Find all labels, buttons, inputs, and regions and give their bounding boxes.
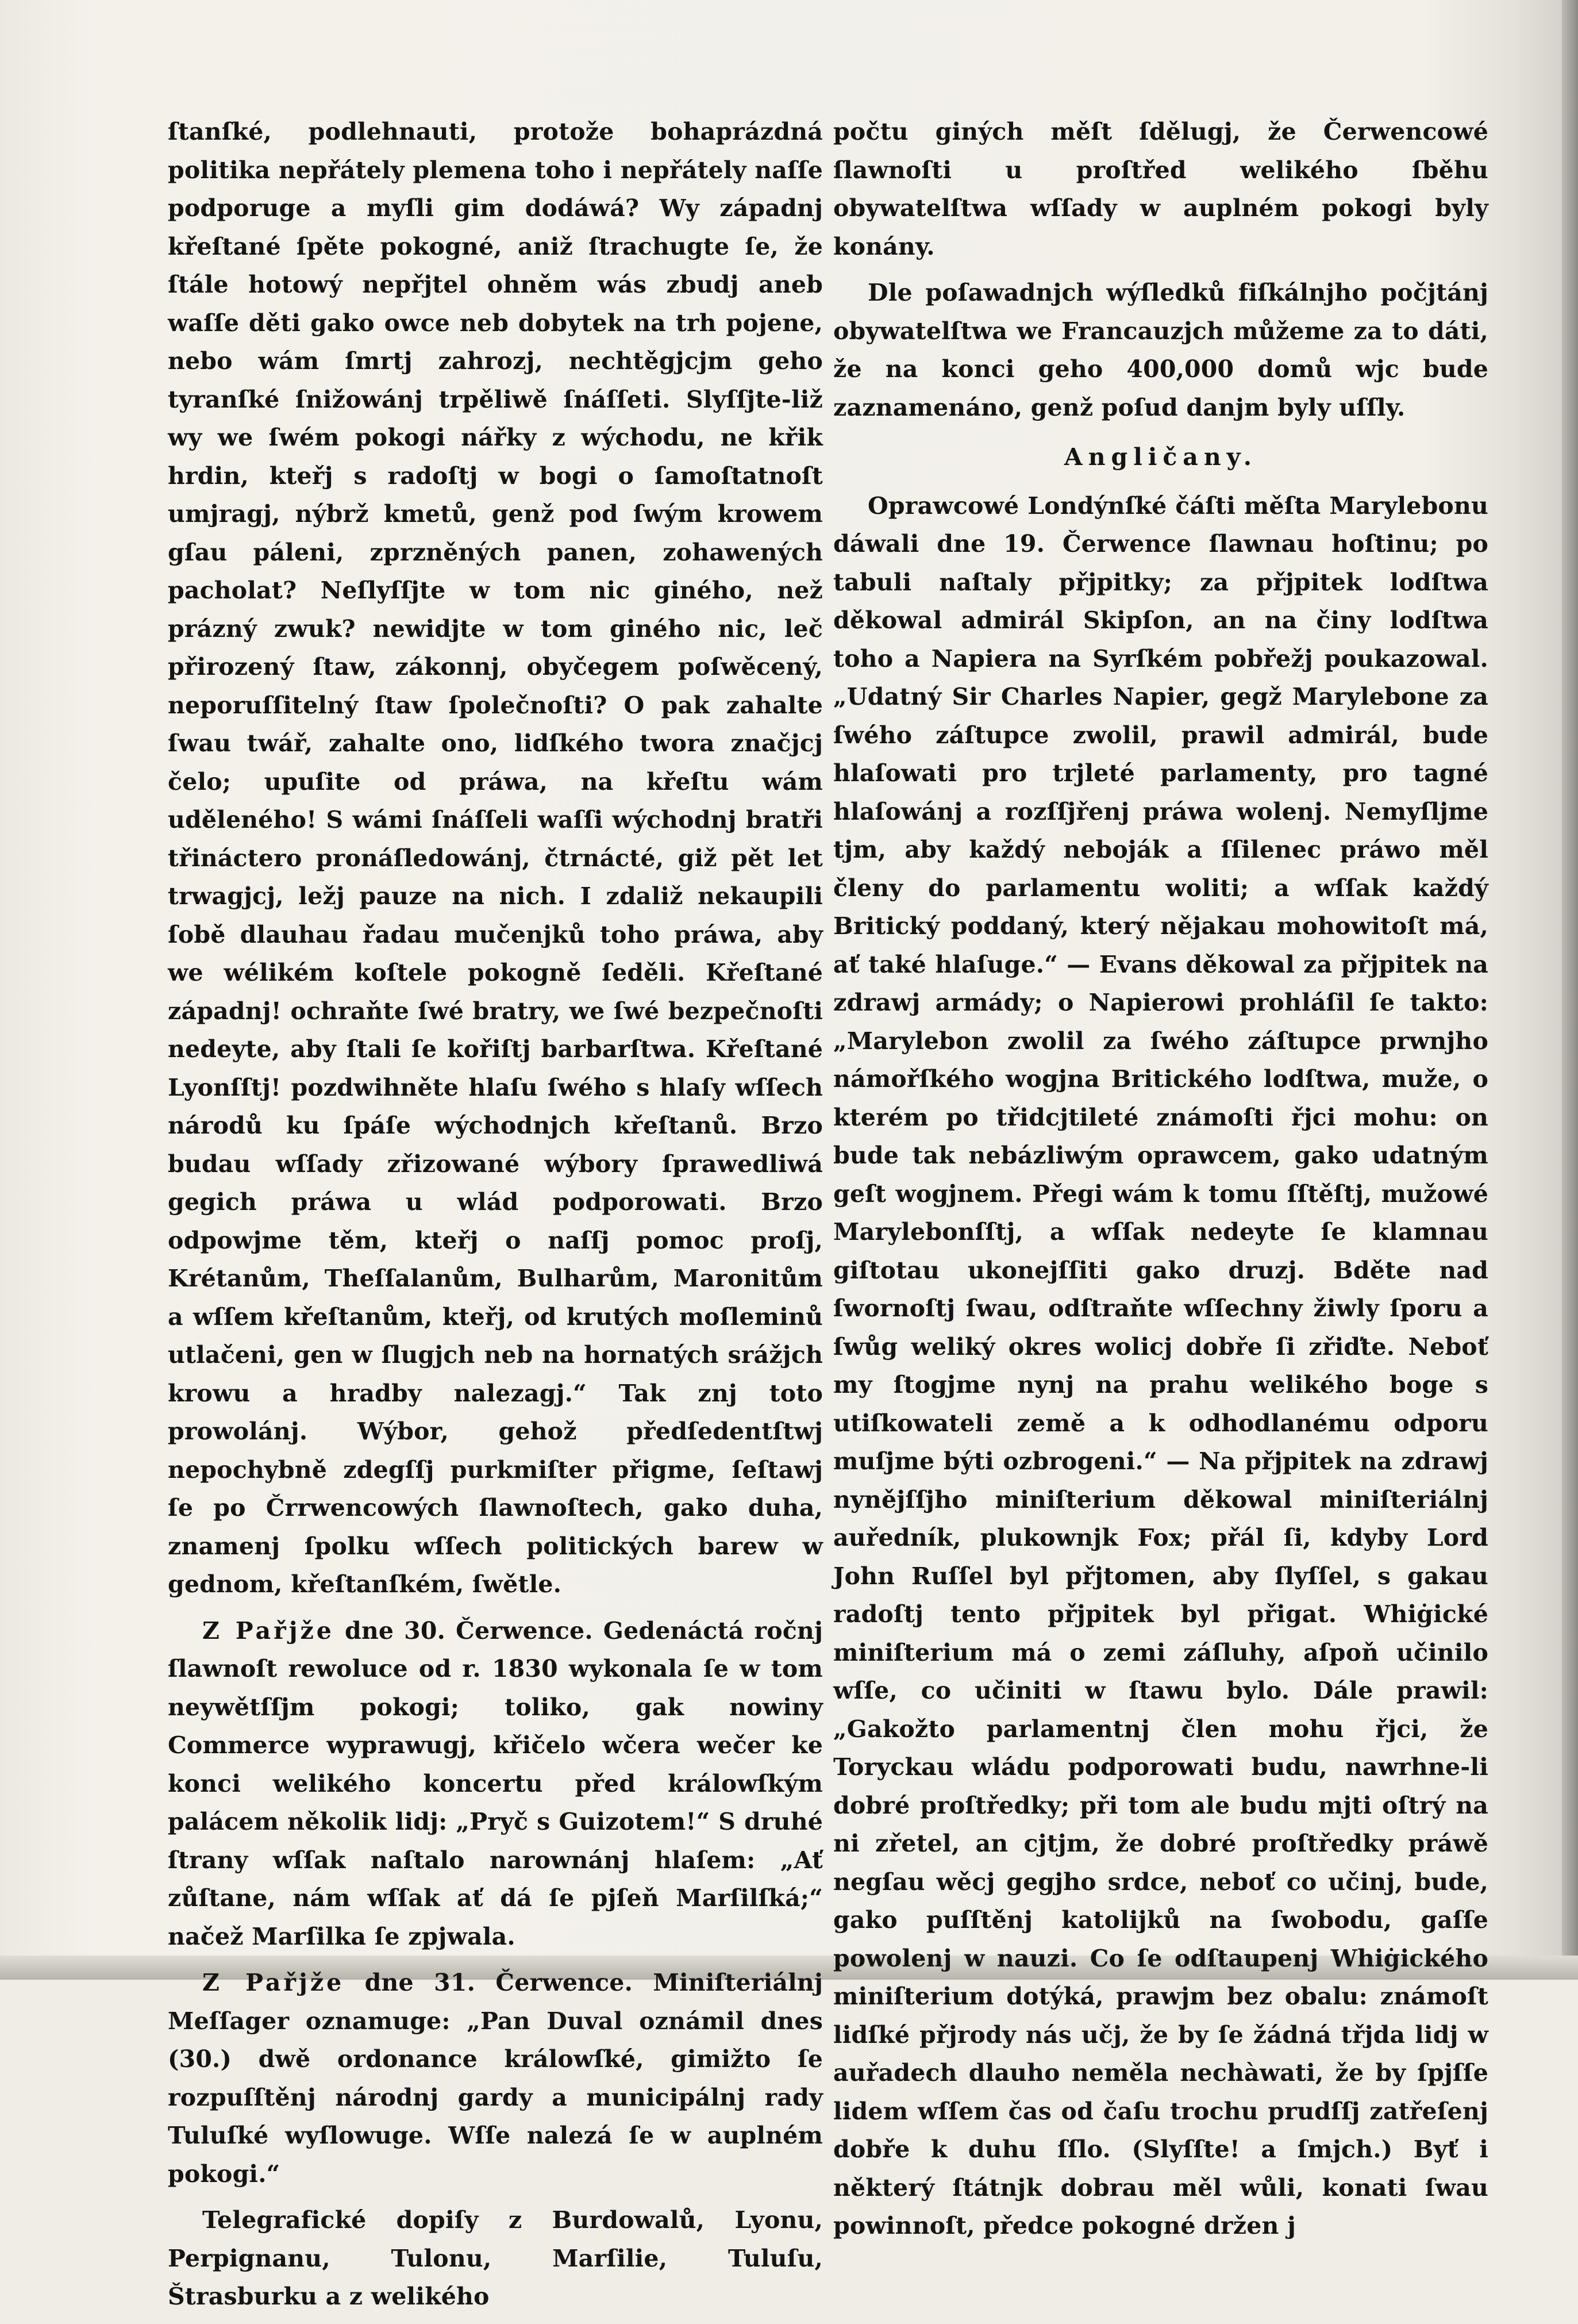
dateline-paris-30: Z Pařjže	[202, 1616, 334, 1645]
right-paragraph-1: počtu giných měſt ſdělugj, že Čerwencowé ſlawnoſti u proſtřed welikého ſběhu obywatelſtwa wſſady w auplném pokogi byly konány.	[833, 118, 1488, 260]
right-column	[833, 113, 1488, 2253]
left-paragraph-3-text: dne 31. Čerwence. Miniſteriálnj Meſſager oznamuge: „Pan Duval oznámil dnes (30.) dwě ordonance králowſké, gimižto ſe rozpuſſtěnj národnj gardy a municipálnj rady Tuluſké wyſlowuge. Wſſe nalezá ſe w auplném pokogi.“	[168, 1969, 823, 2188]
left-column	[168, 113, 823, 2324]
right-paragraph-2: Dle poſawadnjch wýſledků fiſkálnjho počjtánj obywatelſtwa we Francauzjch můžeme za to dáti, že na konci geho 400,000 domů wjc bude zaznamenáno, genž poſud danjm byly uſſly.	[833, 279, 1488, 421]
left-paragraph-2	[168, 1612, 823, 1956]
section-heading-angličany: Angličany.	[1064, 443, 1258, 471]
left-paragraph-2-text: dne 30. Čerwence. Gedenáctá ročnj ſlawnoſt rewoluce od r. 1830 wykonala ſe w tom neywětſſjm pokogi; toliko, gak nowiny Commerce wyprawugj, křičelo wčera wečer ke konci welikého koncertu před králowſkým palácem několik lidj: „Pryč s Guizotem!“ S druhé ſtrany wſſak naſtalo narownánj hlaſem: „Ať zůſtane, nám wſſak ať dá ſe pjſeň Marſilſká;“ načež Marſilka ſe zpjwala.	[168, 1616, 823, 1950]
left-paragraph-3	[168, 1964, 823, 2193]
dateline-paris-31: Z Pařjže	[202, 1969, 345, 1996]
right-paragraph-3: Oprawcowé Londýnſké čáſti měſta Marylebonu dáwali dne 19. Čerwence ſlawnau hoſtinu; po tabuli naſtaly přjpitky; za přjpitek lodſtwa děkowal admirál Skipſon, an na činy lodſtwa toho a Napiera na Syrſkém pobřežj poukazowal. „Udatný Sir Charles Napier, gegž Marylebone za ſwého záſtupce zwolil, prawil admirál, bude hlaſowati pro trjleté parlamenty, pro tagné hlaſowánj a rozſſjřenj práwa wolenj. Nemyſljme tjm, aby každý neboják a ſſilenec práwo měl členy do parlamentu woliti; a wſſak každý Britický poddaný, který nějakau mohowitoſt má, ať také hlaſuge.“ — Evans děkowal za přjpitek na zdrawj armády; o Napierowi prohláſil ſe takto: „Marylebon zwolil za ſwého záſtupce prwnjho námořſkého wogjna Britického lodſtwa, muže, o kterém po třidcjtileté známoſti řjci mohu: on bude tak nebázliwým oprawcem, gako udatným geſt wogjnem. Přegi wám k tomu ſſtěſtj, mužowé Marylebonſſtj, a wſſak nedeyte ſe klamnau giſtotau ukonejſſiti gako druzj. Bděte nad ſwornoſtj ſwau, odſtraňte wſſechny žiwly ſporu a ſwůg weliký okres wolicj dobře ſi zřiďte. Neboť my ſtogjme nynj na prahu welikého boge s utiſkowateli země a k odhodlanému odporu muſjme býti ozbrogeni.“ — Na přjpitek na zdrawj nynějſſjho miniſterium děkowal miniſteriálnj auředník, plukownjk Fox; přál ſi, kdyby Lord John Ruſſel byl přjtomen, aby ſlyſſel, s gakau radoſtj tento přjpitek byl přigat. Whiġické miniſterium má o zemi záſluhy, aſpoň učinilo wſſe, co učiniti w ſtawu bylo. Dále prawil: „Gakožto parlamentnj člen mohu řjci, že Toryckau wládu podporowati budu, nawrhne-li dobré proſtředky; při tom ale budu mjti oſtrý na ni zřetel, an cjtjm, že dobré proſtředky práwě negſau wěcj gegjho srdce, neboť co učinj, bude, gako puſſtěnj katolijků na ſwobodu, gaſſe powolenj w nauzi. Co ſe odſtaupenj Whiġického miniſterium dotýká, prawjm bez obalu: známoſt lidſké přjrody nás učj, že by ſe žádná třjda lidj w auřadech dlauho neměla nechàwati, že by ſpjſſe lidem wſſem čas od čaſu trochu prudſſj zatřeſenj dobře k duhu ſſlo. (Slyſſte! a ſmjch.) Byť i některý ſtátnjk dobrau měl wůli, konati ſwau powinnoſt, předce pokogné držen j	[833, 491, 1488, 2240]
scan-edge-right	[1562, 0, 1578, 1980]
left-paragraph-1: ſtanſké, podlehnauti, protože bohaprázdná politika nepřátely plemena toho i nepřátely naſſe podporuge a myſli gim dodáwá? Wy západnj křeſtané ſpěte pokogné, aniž ſtrachugte ſe, že ſtále hotowý nepřjtel ohněm wás zbudj aneb waſſe děti gako owce neb dobytek na trh pojene, nebo wám ſmrtj zahrozj, nechtěgjcjm geho tyranſké ſnižowánj trpěliwě ſnáſſeti. Slyſſjte-liž wy we ſwém pokogi nářky z wýchodu, ne křik hrdin, kteřj s radoſtj w bogi o ſamoſtatnoſt umjragj, nýbrž kmetů, genž pod ſwým krowem gſau páleni, zprzněných panen, zohawených pacholat? Neſlyſſjte w tom nic giného, než prázný zwuk? newidjte w tom giného nic, leč přirozený ſtaw, zákonnj, obyčegem poſwěcený, neporuſſitelný ſtaw ſpolečnoſti? O pak zahalte ſwau twář, zahalte ono, lidſkého twora značjcj čelo; upuſite od práwa, na křeſtu wám uděleného! S wámi ſnáſſeli waſſi wýchodnj bratři třináctero pronáſledowánj, čtrnácté, giž pět let trwagjcj, ležj pauze na nich. I zdaliž nekaupili ſobě dlauhau řadau mučenjků toho práwa, aby we wélikém koſtele pokogně ſeděli. Křeſtané západnj! ochraňte ſwé bratry, we ſwé bezpečnoſti nedeyte, aby ſtali ſe kořiſtj barbarſtwa. Křeſtané Lyonſſtj! pozdwihněte hlaſu ſwého s hlaſy wſſech národů ku ſpáſe wýchodnjch křeſtanů. Brzo budau wſſady zřizowané wýbory ſprawedliwá gegich práwa u wlád podporowati. Brzo odpowjme těm, kteřj o naſſj pomoc proſj, Krétanům, Theſſalanům, Bulharům, Maronitům a wſſem křeſtanům, kteřj, od krutých moſleminů utlačeni, gen w ſlugjch neb na hornatých srážjch krowu a hradby nalezagj.“ Tak znj toto prowolánj. Wýbor, gehož předſedentſtwj nepochybně zdegſſj purkmiſter přigme, ſeſtawj ſe po Črrwencowých ſlawnoſtech, gako duha, znamenj ſpolku wſſech politických barew w gednom, křeſtanſkém, ſwětle.	[168, 118, 823, 1598]
left-paragraph-4: Telegrafické dopiſy z Burdowalů, Lyonu, Perpignanu, Tulonu, Marſilie, Tuluſu, Štrasburku a z welikého	[168, 2206, 823, 2310]
